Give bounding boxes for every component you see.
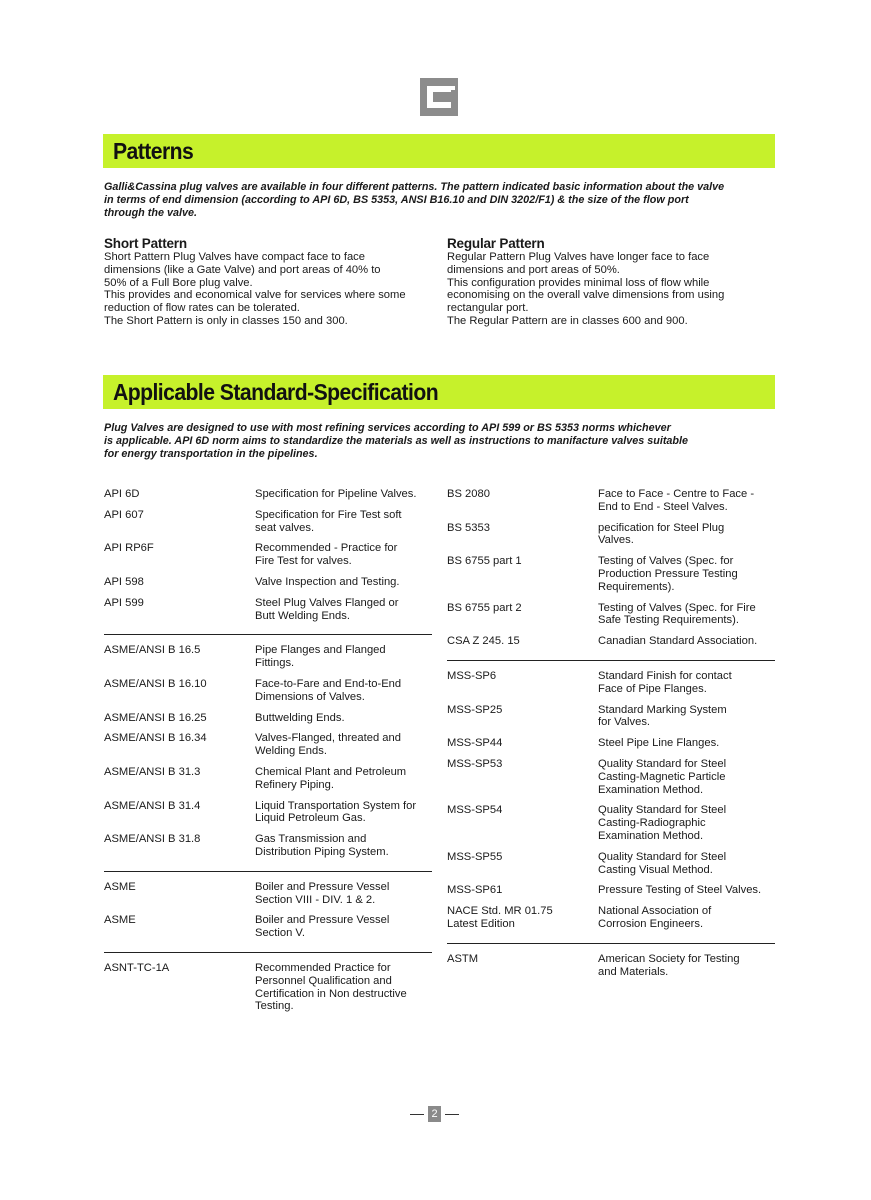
standard-description: Specification for Pipeline Valves.	[255, 488, 417, 500]
standard-code: ASME/ANSI B 31.3	[104, 765, 201, 778]
intro-line: in terms of end dimension (according to API 6D, BS 5353, ANSI B16.10 and DIN 3202/F1) & the size of the flow port	[104, 194, 689, 206]
standards-right-column	[447, 488, 775, 986]
standard-row	[447, 635, 775, 648]
paragraph-line: rectangular port.	[447, 302, 529, 315]
standard-description: pecification for Steel Plug Valves.	[598, 521, 725, 547]
standard-code: ASME/ANSI B 31.8	[104, 833, 201, 846]
paragraph-line: The Short Pattern is only in classes 150 and 300.	[104, 314, 348, 327]
standard-description: Quality Standard for Steel Casting Visual Method.	[598, 850, 727, 876]
standard-description: Standard Marking System for Valves.	[598, 703, 727, 729]
company-logo-icon	[420, 78, 458, 116]
standard-code: CSA Z 245. 15	[447, 635, 520, 648]
standard-description: Quality Standard for Steel Casting-Radiographic Examination Method.	[598, 804, 727, 842]
standard-row	[447, 555, 775, 593]
standard-row	[104, 576, 432, 589]
group-divider	[447, 660, 775, 661]
standard-description: Testing of Valves (Spec. for Production Pressure Testing Requirements).	[598, 555, 738, 593]
standard-description: Face-to-Fare and End-to-End Dimensions of Valves.	[255, 677, 402, 703]
standard-code: MSS-SP55	[447, 850, 503, 863]
group-divider	[104, 634, 432, 635]
standard-code: ASME	[104, 880, 136, 893]
standard-description: Buttwelding Ends.	[255, 711, 345, 724]
intro-line: Plug Valves are designed to use with most refining services according to API 599 or BS 5353 norms whichever	[104, 422, 671, 434]
paragraph-line: This provides and economical valve for services where some	[104, 289, 406, 302]
standard-row	[447, 758, 775, 796]
standard-row	[447, 851, 775, 877]
standard-code: BS 5353	[447, 521, 490, 534]
short-pattern-block	[104, 236, 439, 328]
standard-code: ASME/ANSI B 16.5	[104, 644, 201, 657]
standard-code: MSS-SP61	[447, 884, 503, 897]
standard-row	[447, 704, 775, 730]
standard-code: ASTM	[447, 952, 479, 965]
standard-description: Canadian Standard Association.	[598, 635, 758, 648]
standards-intro	[104, 422, 776, 461]
standard-code: MSS-SP25	[447, 703, 503, 716]
standard-code: API 599	[104, 596, 144, 609]
short-pattern-title: Short Pattern	[104, 236, 187, 251]
standard-description: Pipe Flanges and Flanged Fittings.	[255, 644, 386, 670]
paragraph-line: Regular Pattern Plug Valves have longer face to face	[447, 251, 710, 263]
standard-description: Recommended Practice for Personnel Qualification and Certification in Non destructive Testing.	[255, 961, 407, 1013]
standard-row	[104, 488, 432, 501]
patterns-heading: Patterns	[113, 137, 194, 164]
standard-code: BS 6755 part 1	[447, 555, 522, 568]
group-divider	[447, 943, 775, 944]
paragraph-line: dimensions and port areas of 50%.	[447, 263, 620, 276]
standard-row	[447, 953, 775, 979]
standard-description: Quality Standard for Steel Casting-Magnetic Particle Examination Method.	[598, 757, 727, 796]
standard-description: Recommended - Practice for Fire Test for valves.	[255, 542, 398, 568]
paragraph-line: The Regular Pattern are in classes 600 and 900.	[447, 314, 688, 327]
standard-row	[447, 602, 775, 628]
standard-code: API 607	[104, 508, 144, 521]
standard-row	[447, 905, 775, 931]
page-number	[410, 1105, 459, 1123]
dash-right	[445, 1114, 459, 1115]
standard-description: Steel Pipe Line Flanges.	[598, 737, 720, 750]
standard-row	[104, 542, 432, 568]
standard-row	[104, 597, 432, 623]
standard-row	[104, 833, 432, 859]
standard-description: Valves-Flanged, threated and Welding Ends.	[255, 732, 401, 758]
standard-row	[104, 914, 432, 940]
paragraph-line: Short Pattern Plug Valves have compact face to face	[104, 251, 365, 263]
standard-code: MSS-SP53	[447, 757, 503, 770]
standard-description: Pressure Testing of Steel Valves.	[598, 884, 762, 897]
standard-description: Steel Plug Valves Flanged or Butt Welding Ends.	[255, 596, 399, 622]
group-divider	[104, 871, 432, 872]
standards-left-column	[104, 488, 432, 1021]
intro-line: is applicable. API 6D norm aims to standardize the materials as well as instructions to manifacture valves suitable	[104, 435, 689, 447]
standard-code: ASME/ANSI B 16.25	[104, 711, 207, 724]
standard-description: Chemical Plant and Petroleum Refinery Piping.	[255, 765, 407, 791]
standard-code: ASME/ANSI B 31.4	[104, 799, 201, 812]
standard-code: NACE Std. MR 01.75 Latest Edition	[447, 905, 553, 930]
standard-row	[447, 884, 775, 897]
standard-description: Liquid Transportation System for Liquid Petroleum Gas.	[255, 799, 417, 825]
standard-row	[104, 732, 432, 758]
regular-pattern-block	[447, 236, 782, 328]
standard-code: MSS-SP6	[447, 669, 497, 682]
standard-code: ASME	[104, 914, 136, 927]
patterns-intro	[104, 181, 776, 220]
standard-description: Gas Transmission and Distribution Piping System.	[255, 833, 389, 858]
standard-code: ASNT-TC-1A	[104, 961, 170, 974]
dash-left	[410, 1114, 424, 1115]
standard-description: Face to Face - Centre to Face - End to End - Steel Valves.	[598, 488, 755, 513]
standard-row	[104, 644, 432, 670]
standards-banner	[103, 375, 775, 409]
standard-description: Valve Inspection and Testing.	[255, 575, 400, 588]
paragraph-line: dimensions (like a Gate Valve) and port areas of 40% to	[104, 263, 381, 276]
standard-code: API 598	[104, 575, 144, 588]
regular-pattern-title: Regular Pattern	[447, 236, 545, 251]
standard-code: BS 6755 part 2	[447, 601, 522, 614]
standard-row	[104, 712, 432, 725]
standard-row	[447, 488, 775, 514]
standard-row	[104, 678, 432, 704]
paragraph-line: This configuration provides minimal loss of flow while	[447, 276, 710, 289]
standard-row	[104, 766, 432, 792]
standard-description: Specification for Fire Test soft seat valves.	[255, 508, 402, 534]
standard-row	[447, 670, 775, 696]
standard-code: API RP6F	[104, 542, 154, 555]
standard-description: Boiler and Pressure Vessel Section VIII - DIV. 1 & 2.	[255, 880, 390, 906]
paragraph-line: economising on the overall valve dimensions from using	[447, 289, 725, 302]
standard-code: ASME/ANSI B 16.10	[104, 677, 207, 690]
standard-description: American Society for Testing and Materials.	[598, 952, 740, 978]
standard-row	[104, 962, 432, 1013]
standard-row	[447, 804, 775, 842]
standard-description: Testing of Valves (Spec. for Fire Safe Testing Requirements).	[598, 601, 756, 627]
standard-code: MSS-SP44	[447, 737, 503, 750]
standard-description: National Association of Corrosion Engineers.	[598, 905, 712, 930]
standard-code: API 6D	[104, 488, 140, 500]
standard-description: Standard Finish for contact Face of Pipe Flanges.	[598, 669, 732, 695]
standard-code: MSS-SP54	[447, 804, 503, 817]
group-divider	[104, 952, 432, 953]
standard-code: BS 2080	[447, 488, 490, 500]
standards-heading: Applicable Standard-Specification	[113, 378, 439, 405]
paragraph-line: 50% of a Full Bore plug valve.	[104, 276, 253, 289]
standard-code: ASME/ANSI B 16.34	[104, 732, 207, 745]
standard-row	[104, 800, 432, 826]
standard-row	[104, 509, 432, 535]
intro-line: through the valve.	[104, 207, 197, 219]
standard-row	[104, 881, 432, 907]
standard-row	[447, 522, 775, 548]
intro-line: Galli&Cassina plug valves are available in four different patterns. The pattern indicated basic information about the valve	[104, 181, 725, 193]
patterns-banner	[103, 134, 775, 168]
standard-row	[447, 737, 775, 750]
standard-description: Boiler and Pressure Vessel Section V.	[255, 914, 390, 940]
page-number-box: 2	[428, 1106, 441, 1122]
intro-line: for energy transportation in the pipelines.	[104, 448, 318, 460]
paragraph-line: reduction of flow rates can be tolerated.	[104, 302, 300, 315]
